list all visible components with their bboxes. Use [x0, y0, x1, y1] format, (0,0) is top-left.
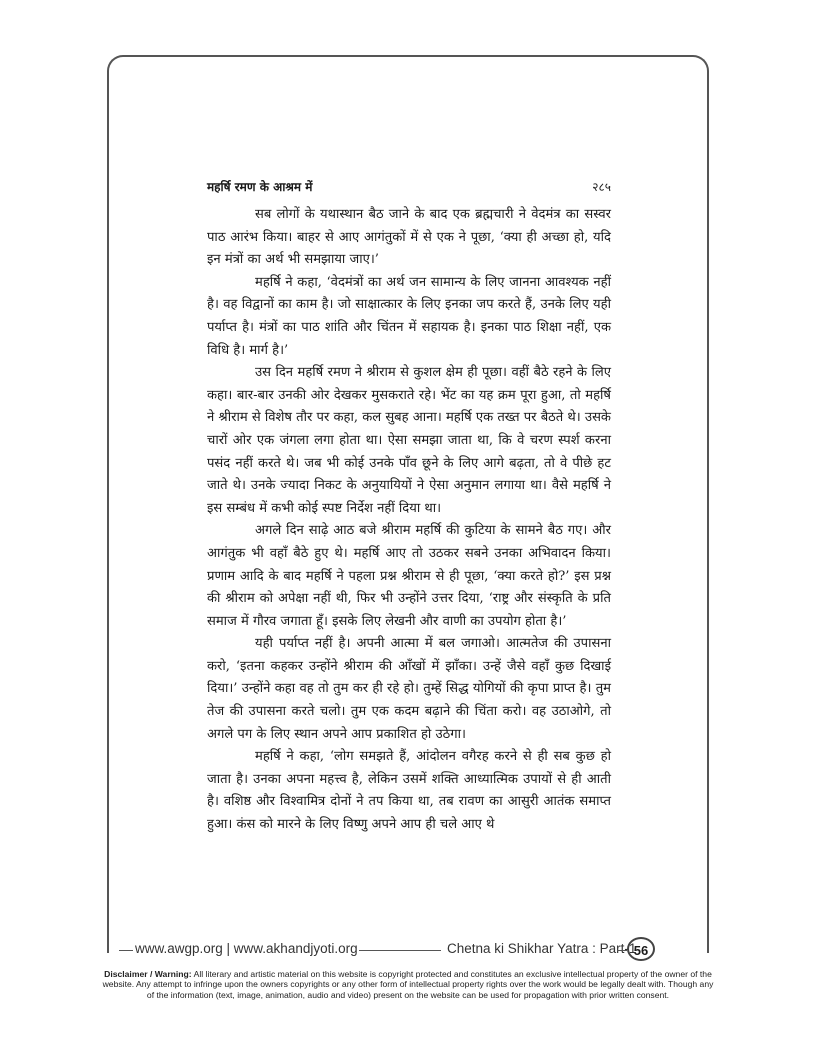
book-page-number: २८५: [592, 180, 611, 194]
paragraph: महर्षि ने कहा, ‘वेदमंत्रों का अर्थ जन सामान्य के लिए जानना आवश्यक नहीं है। वह विद्वानों का काम है। जो साक्षात्कार के लिए इनका जप करते हैं, उनके लिए यही पर्याप्त है। मंत्रों का पाठ शांति और चिंतन में सहायक है। इनका पाठ शिक्षा नहीं, एक विधि है। मार्ग है।’: [207, 274, 611, 358]
footer-websites: www.awgp.org | www.akhandjyoti.org: [135, 941, 358, 956]
footer-rule: [359, 950, 441, 951]
page-number-badge: 56: [627, 937, 655, 961]
page-footer: [107, 935, 717, 965]
paragraph: महर्षि ने कहा, ‘लोग समझते हैं, आंदोलन वगैरह करने से ही सब कुछ हो जाता है। उनका अपना महत्त्व है, लेकिन उसमें शक्ति आध्यात्मिक उपायों से ही आती है। वशिष्ठ और विश्वामित्र दोनों ने तप किया था, तब रावण का आसुरी आतंक समाप्त हुआ। कंस को मारने के लिए विष्णु अपने आप ही चले आए थे: [207, 749, 611, 833]
body-text: [207, 204, 611, 837]
disclaimer-text: All literary and artistic material on this website is copyright protected and constitutes an exclusive intellectual property of the owner of the website. Any attempt to infringe upon the owners copyrights or any other form of intellectual property rights over the work would be legally dealt with. Though any of the information (text, image, animation, audio and video) present on the website can be used for propagation with prior written consent.: [102, 969, 714, 1000]
footer-rule: [617, 950, 627, 951]
running-header: [207, 178, 611, 198]
disclaimer-label: Disclaimer / Warning:: [104, 969, 192, 979]
footer-book-title: Chetna ki Shikhar Yatra : Part-1: [447, 941, 637, 956]
paragraph: अगले दिन साढ़े आठ बजे श्रीराम महर्षि की कुटिया के सामने बैठ गए। और आगंतुक भी वहाँ बैठे हुए थे। महर्षि आए तो उठकर सबने उनका अभिवादन किया। प्रणाम आदि के बाद महर्षि ने पहला प्रश्न श्रीराम से ही पूछा, ‘क्या करते हो?’ इस प्रश्न की श्रीराम को अपेक्षा नहीं थी, फिर भी उन्होंने उत्तर दिया, ‘राष्ट्र और संस्कृति के प्रति समाज में गौरव जगाता हूँ। इसके लिए लेखनी और वाणी का उपयोग होता है।’: [207, 523, 611, 629]
paragraph: उस दिन महर्षि रमण ने श्रीराम से कुशल क्षेम ही पूछा। वहीं बैठे रहने के लिए कहा। बार-बार उनकी ओर देखकर मुसकराते रहे। भेंट का यह क्रम पूरा हुआ, तो महर्षि ने श्रीराम से विशेष तौर पर कहा, कल सुबह आना। महर्षि एक तख्त पर बैठते थे। उसके चारों ओर एक जंगला लगा होता था। ऐसा समझा जाता था, कि वे चरण स्पर्श करना पसंद नहीं करते थे। जब भी कोई उनके पाँव छूने के लिए आगे बढ़ता, तो वे पीछे हट जाते थे। उनके ज्यादा निकट के अनुयायियों ने ऐसा अनुमान लगाया था। वैसे महर्षि ने इस सम्बंध में कभी कोई स्पष्ट निर्देश नहीं दिया था।: [207, 365, 611, 516]
disclaimer: [98, 969, 718, 1000]
chapter-title: महर्षि रमण के आश्रम में: [207, 180, 313, 194]
paragraph: सब लोगों के यथास्थान बैठ जाने के बाद एक ब्रह्मचारी ने वेदमंत्र का सस्वर पाठ आरंभ किया। बाहर से आए आगंतुकों में से एक ने पूछा, ‘क्या ही अच्छा हो, यदि इन मंत्रों का अर्थ भी समझाया जाए।’: [207, 207, 611, 268]
footer-rule: [119, 950, 133, 951]
paragraph: यही पर्याप्त नहीं है। अपनी आत्मा में बल जगाओ। आत्मतेज की उपासना करो, ‘इतना कहकर उन्होंने श्रीराम की आँखों में झाँका। उन्हें जैसे वहाँ कुछ दिखाई दिया।’ उन्होंने कहा वह तो तुम कर ही रहे हो। तुम्हें सिद्ध योगियों की कृपा प्राप्त है। तुम तेज की उपासना करते चलो। तुम एक कदम बढ़ाने की चिंता करो। वह उठाओगे, तो अगले पग के लिए स्थान अपने आप प्रकाशित हो उठेगा।: [207, 636, 611, 742]
